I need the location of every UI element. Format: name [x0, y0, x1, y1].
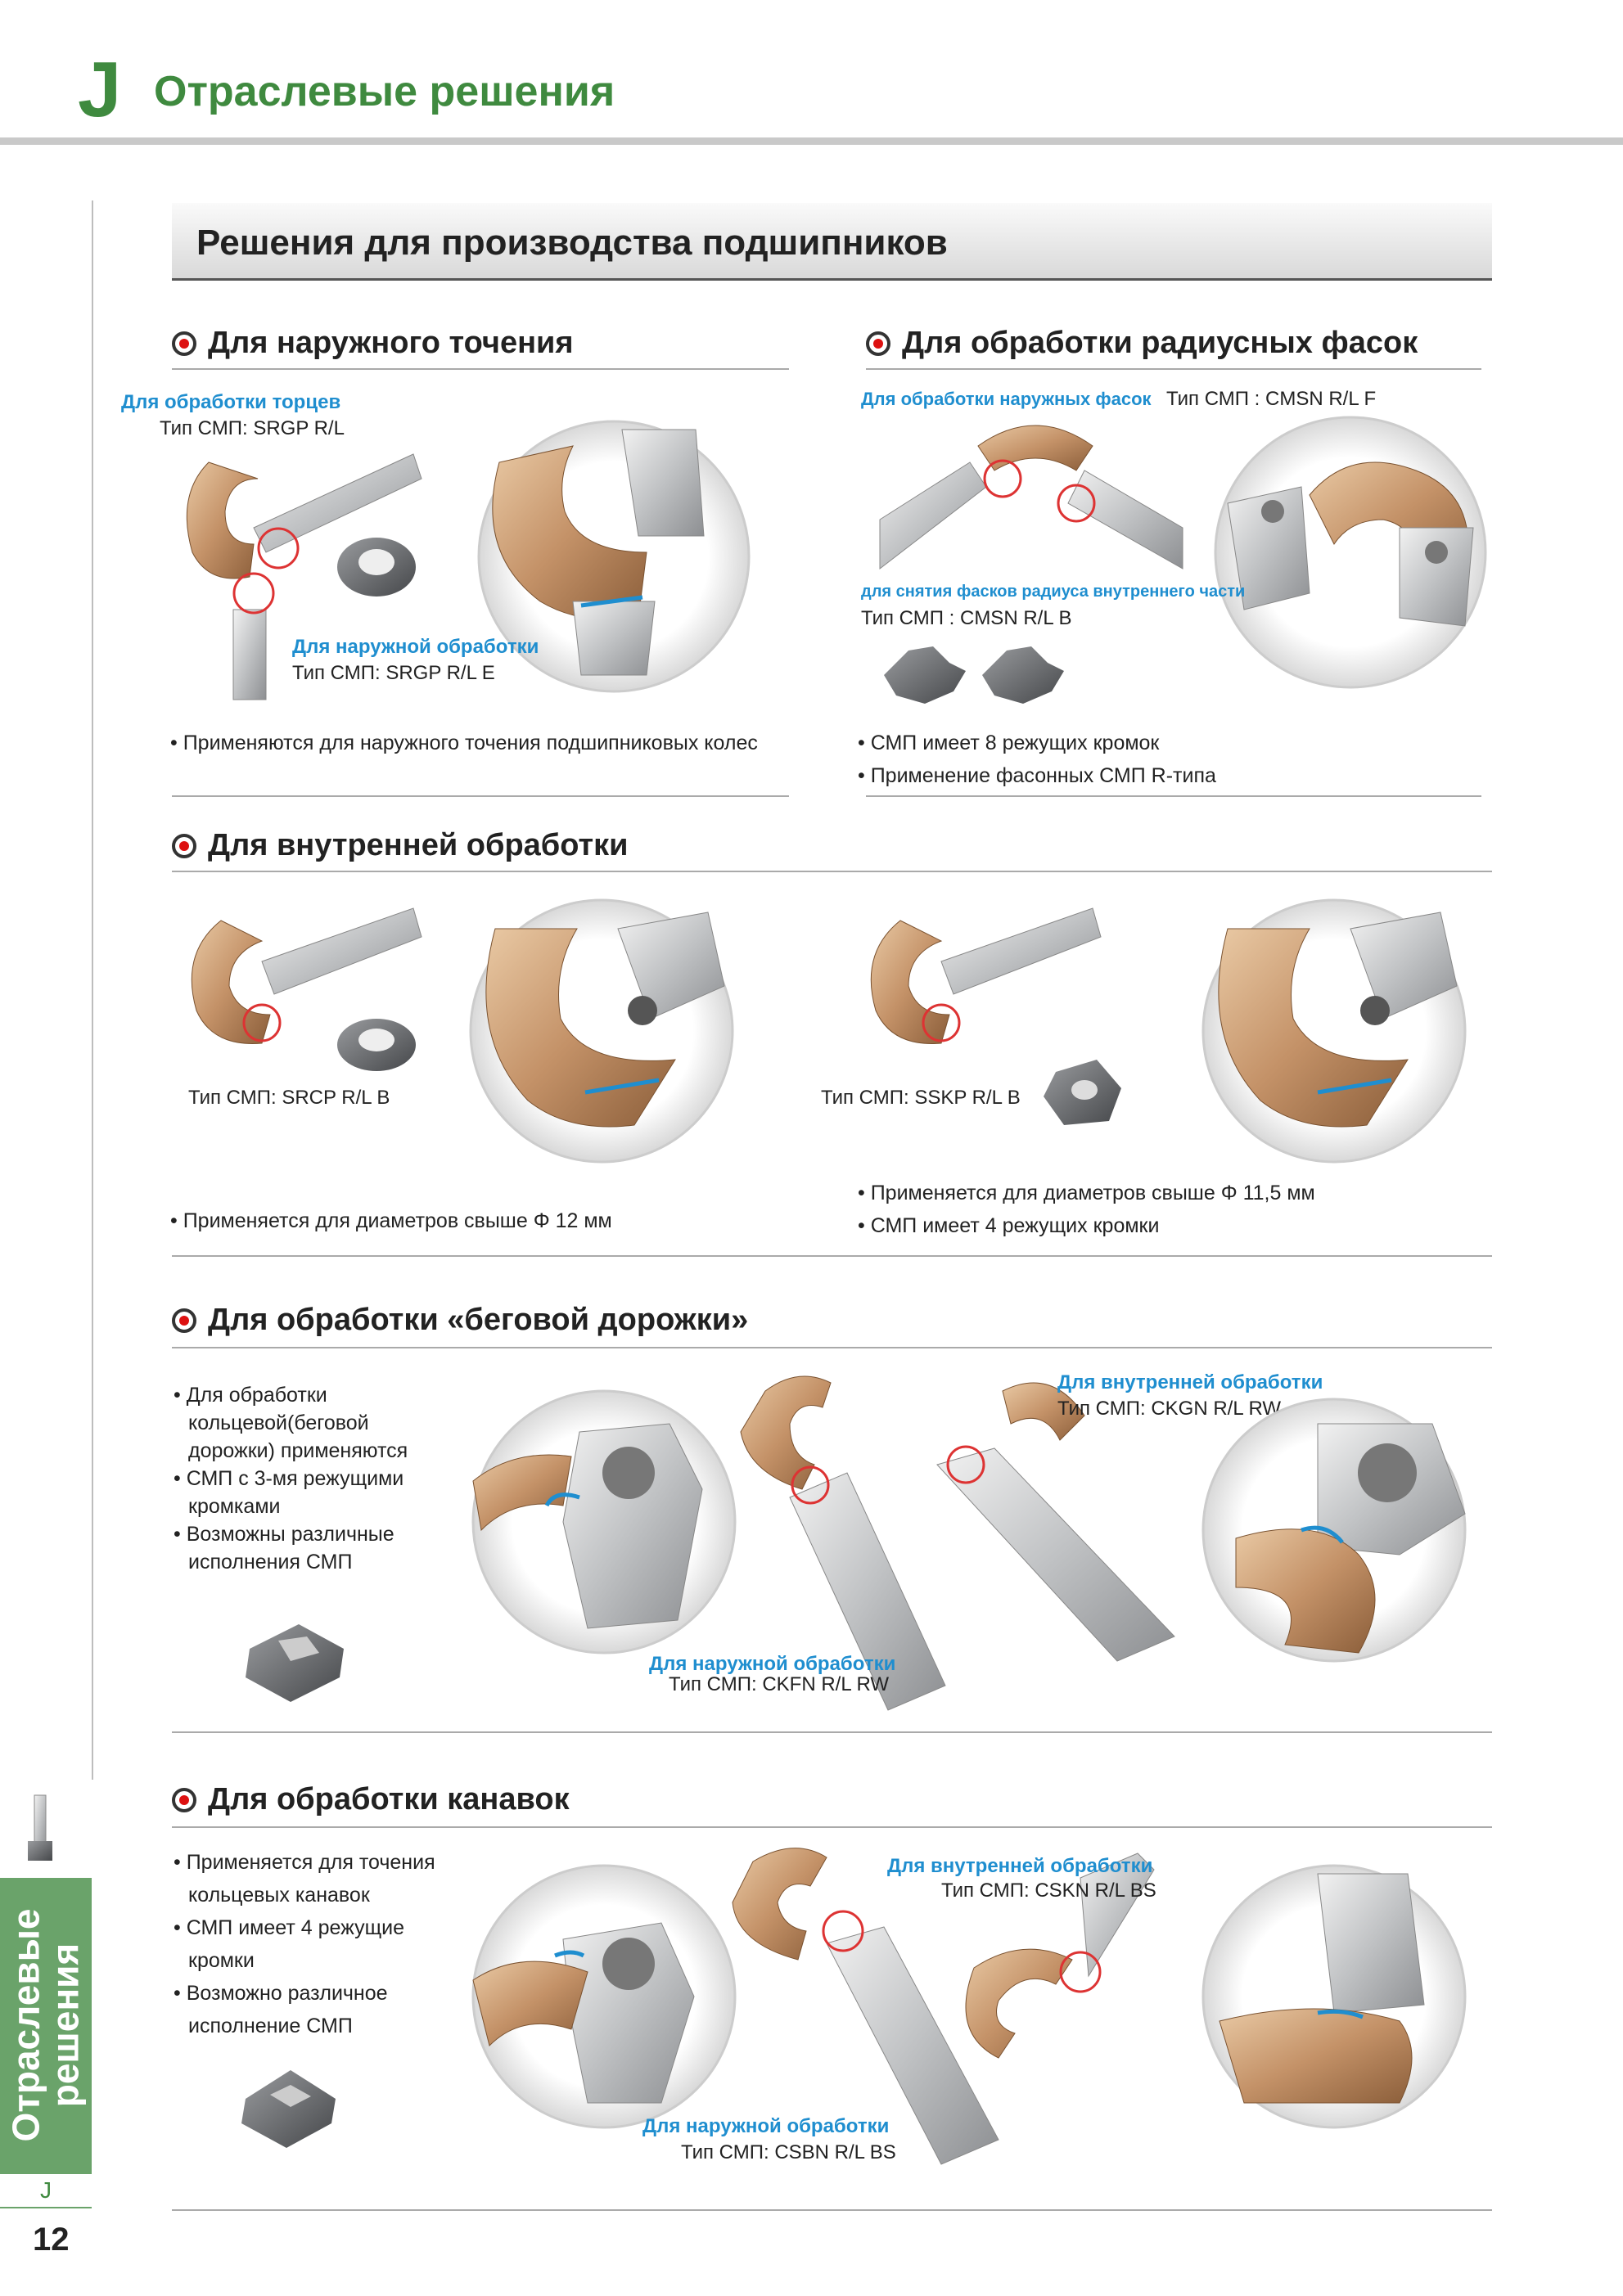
star-insert-icons	[876, 642, 1080, 708]
internal-detail-circle-right	[1195, 896, 1481, 1166]
rule	[172, 2209, 1492, 2211]
label-raceway-outer: Для наружной обработки	[649, 1653, 896, 1675]
rule	[172, 871, 1492, 872]
label-groove-inner: Для внутренней обработки	[887, 1855, 1153, 1877]
bullseye-icon	[172, 834, 196, 858]
bullet-internal-left: • Применяется для диаметров свыше Φ 12 мм	[170, 1209, 612, 1232]
tool-thumbnail-icon	[23, 1792, 56, 1866]
type-raceway-outer: Тип СМП: CKFN R/L RW	[669, 1673, 889, 1695]
chapter-title: Отраслевые решения	[154, 68, 615, 115]
header-divider	[0, 137, 1623, 145]
sidebar-tab-label: Отраслевые решения	[4, 1908, 87, 2142]
rule	[172, 1347, 1492, 1348]
raceway-detail-circle-left	[465, 1383, 743, 1661]
rule	[172, 1731, 1492, 1733]
subheading-grooves: Для обработки канавок	[172, 1782, 570, 1817]
rule	[172, 1826, 1492, 1828]
bullet-chamfer-2: • Применение фасонных СМП R-типа	[858, 764, 1216, 787]
type-outer-machining: Тип СМП: SRGP R/L E	[292, 662, 495, 684]
bullseye-icon	[172, 1788, 196, 1812]
bullet-internal-right-1: • Применяется для диаметров свыше Φ 11,5 мм	[858, 1182, 1315, 1204]
label-row-outer-chamfer	[861, 388, 1376, 411]
grooves-bullets: • Применяется для точения кольцевых канавок • СМП имеет 4 режущие кромки • Возможно различное исполнение СМП	[174, 1851, 435, 2037]
round-insert-icon	[331, 528, 422, 601]
groove-detail-circle-right	[1195, 1857, 1481, 2136]
type-groove-inner: Тип СМП: CSKN R/L BS	[941, 1880, 1156, 1902]
label-inner-chamfer: для снятия фасков радиуса внутреннего части	[861, 583, 1246, 601]
rule	[866, 795, 1481, 797]
type-internal-left: Тип СМП: SRCP R/L B	[188, 1087, 390, 1109]
bullet-chamfer-1: • СМП имеет 8 режущих кромок	[858, 732, 1160, 754]
bullseye-icon	[172, 1308, 196, 1333]
trigon-insert-icon	[241, 1616, 356, 1706]
groove-detail-circle-left	[465, 1857, 743, 2136]
subheading-internal: Для внутренней обработки	[172, 828, 629, 863]
subheading-outer-turning: Для наружного точения	[172, 326, 574, 361]
type-internal-right: Тип СМП: SSKP R/L B	[821, 1087, 1021, 1109]
bullseye-icon	[866, 331, 890, 356]
label-face-machining: Для обработки торцев	[121, 391, 341, 413]
raceway-detail-circle-right	[1195, 1391, 1481, 1669]
round-insert-icon-2	[331, 1011, 422, 1076]
chamfer-detail-circle	[1211, 413, 1498, 700]
internal-tool-right-illustration	[859, 904, 1105, 1068]
subheading-raceway: Для обработки «беговой дорожки»	[172, 1303, 748, 1338]
type-raceway-inner: Тип СМП: CKGN R/L RW	[1057, 1398, 1281, 1420]
sidebar-section-letter: J	[0, 2172, 92, 2208]
rule	[866, 368, 1481, 370]
bullseye-icon	[172, 331, 196, 356]
type-outer-chamfer: Тип СМП : CMSN R/L F	[1166, 388, 1377, 410]
bullet-outer-turning: • Применяются для наружного точения подшипниковых колес	[170, 732, 758, 754]
rule	[172, 795, 789, 797]
rule	[172, 1255, 1492, 1257]
chapter-letter: J	[78, 46, 122, 133]
bullet-internal-right-2: • СМП имеет 4 режущих кромки	[858, 1214, 1160, 1237]
type-inner-chamfer: Тип СМП : CMSN R/L B	[861, 607, 1072, 629]
type-groove-outer: Тип СМП: CSBN R/L BS	[681, 2141, 896, 2163]
groove-insert-icon	[237, 2062, 344, 2152]
section-title: Решения для производства подшипников	[196, 223, 948, 263]
label-raceway-inner: Для внутренней обработки	[1057, 1371, 1323, 1393]
page-number: 12	[33, 2222, 70, 2258]
rule	[172, 368, 789, 370]
type-face-machining: Тип СМП: SRGP R/L	[160, 417, 345, 439]
section-title-band	[172, 203, 1492, 281]
label-groove-outer: Для наружной обработки	[642, 2115, 890, 2137]
raceway-bullets: • Для обработки кольцевой(беговой дорожки) применяются • СМП с 3-мя режущими кромками • Возможны различные исполнения СМП	[174, 1384, 408, 1573]
label-outer-machining: Для наружной обработки	[292, 636, 539, 658]
subheading-radius-chamfer: Для обработки радиусных фасок	[866, 326, 1418, 361]
sidebar-line	[92, 200, 93, 1780]
chamfer-tool-illustration	[880, 413, 1191, 577]
label-outer-chamfer: Для обработки наружных фасок	[861, 389, 1152, 409]
internal-detail-circle-left	[462, 896, 749, 1166]
square-insert-icon	[1039, 1056, 1129, 1129]
